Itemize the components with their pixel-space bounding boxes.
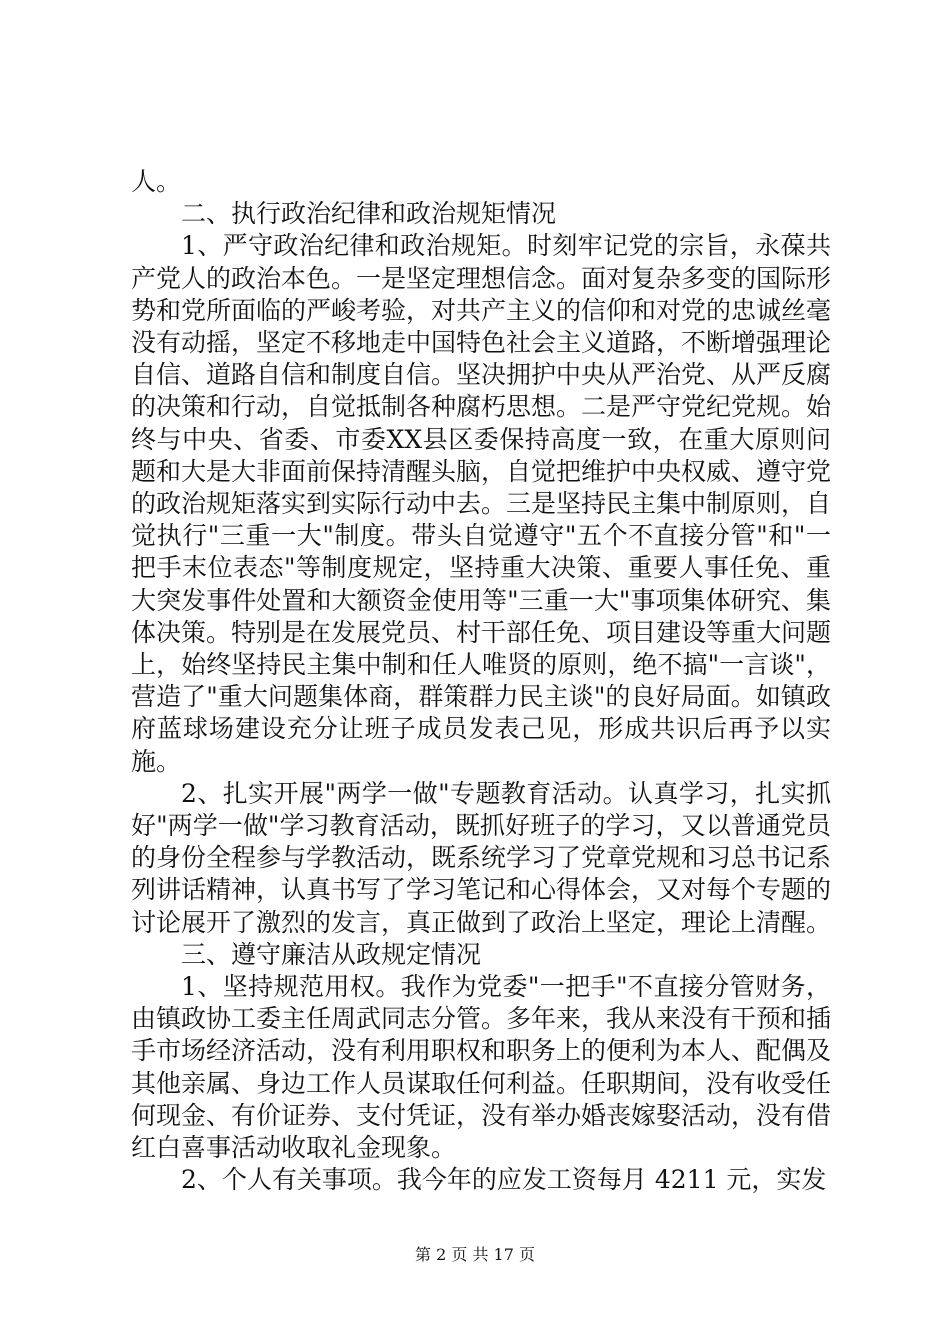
page-number-footer: 第 2 页 共 17 页 bbox=[415, 1245, 535, 1264]
section-heading-2: 二、执行政治纪律和政治规矩情况 bbox=[181, 199, 557, 229]
paragraph-continuation: 人。 bbox=[131, 167, 182, 196]
paragraph-political-discipline: 1、严守政治纪律和政治规矩。时刻牢记党的宗旨，永葆共产党人的政治本色。一是坚定理想信念。面对复杂多变的国际形势和党所面临的严峻考验，对共产主义的信仰和对党的忠诚丝毫没有动摇，坚定不移地走中国特色社会主义道路，不断增强理论自信、道路自信和制度自信。坚决拥护中央从严治党、从严反腐的决策和行动，自觉抵制各种腐朽思想。二是严守党纪党规。始终与中央、省委、市委XX县区委保持高度一致，在重大原则问题和大是大非面前保持清醒头脑，自觉把维护中央权威、遵守党的政治规矩落实到实际行动中去。三是坚持民主集中制原则，自觉执行"三重一大"制度。带头自觉遵守"五个不直接分管"和"一把手末位表态"等制度规定，坚持重大决策、重要人事任免、重大突发事件处置和大额资金使用等"三重一大"事项集体研究、集体决策。特别是在发展党员、村干部任免、项目建设等重大问题上，始终坚持民主集中制和任人唯贤的原则，绝不搞"一言谈"，营造了"重大问题集体商，群策群力民主谈"的良好局面。如镇政府蓝球场建设充分让班子成员发表己见，形成共识后再予以实施。 bbox=[131, 231, 832, 776]
paragraph-power-use: 1、坚持规范用权。我作为党委"一把手"不直接分管财务，由镇政协工委主任周武同志分管。多年来，我从来没有干预和插手市场经济活动，没有利用职权和职务上的便利为本人、配偶及其他亲属、身边工作人员谋取任何利益。任职期间，没有收受任何现金、有价证券、支付凭证，没有举办婚丧嫁娶活动，没有借红白喜事活动收取礼金现象。 bbox=[131, 972, 832, 1163]
document-body bbox=[131, 166, 831, 1197]
section-heading-3: 三、遵守廉洁从政规定情况 bbox=[181, 939, 482, 969]
paragraph-personal-matters: 2、个人有关事项。我今年的应发工资每月 4211 元，实发 bbox=[181, 1165, 827, 1195]
paragraph-two-studies: 2、扎实开展"两学一做"专题教育活动。认真学习，扎实抓好"两学一做"学习教育活动，既抓好班子的学习，又以普通党员的身份全程参与学教活动，既系统学习了党章党规和习总书记系列讲话精神，认真书写了学习笔记和心得体会，又对每个专题的讨论展开了激烈的发言，真正做到了政治上坚定，理论上清醒。 bbox=[131, 778, 832, 937]
